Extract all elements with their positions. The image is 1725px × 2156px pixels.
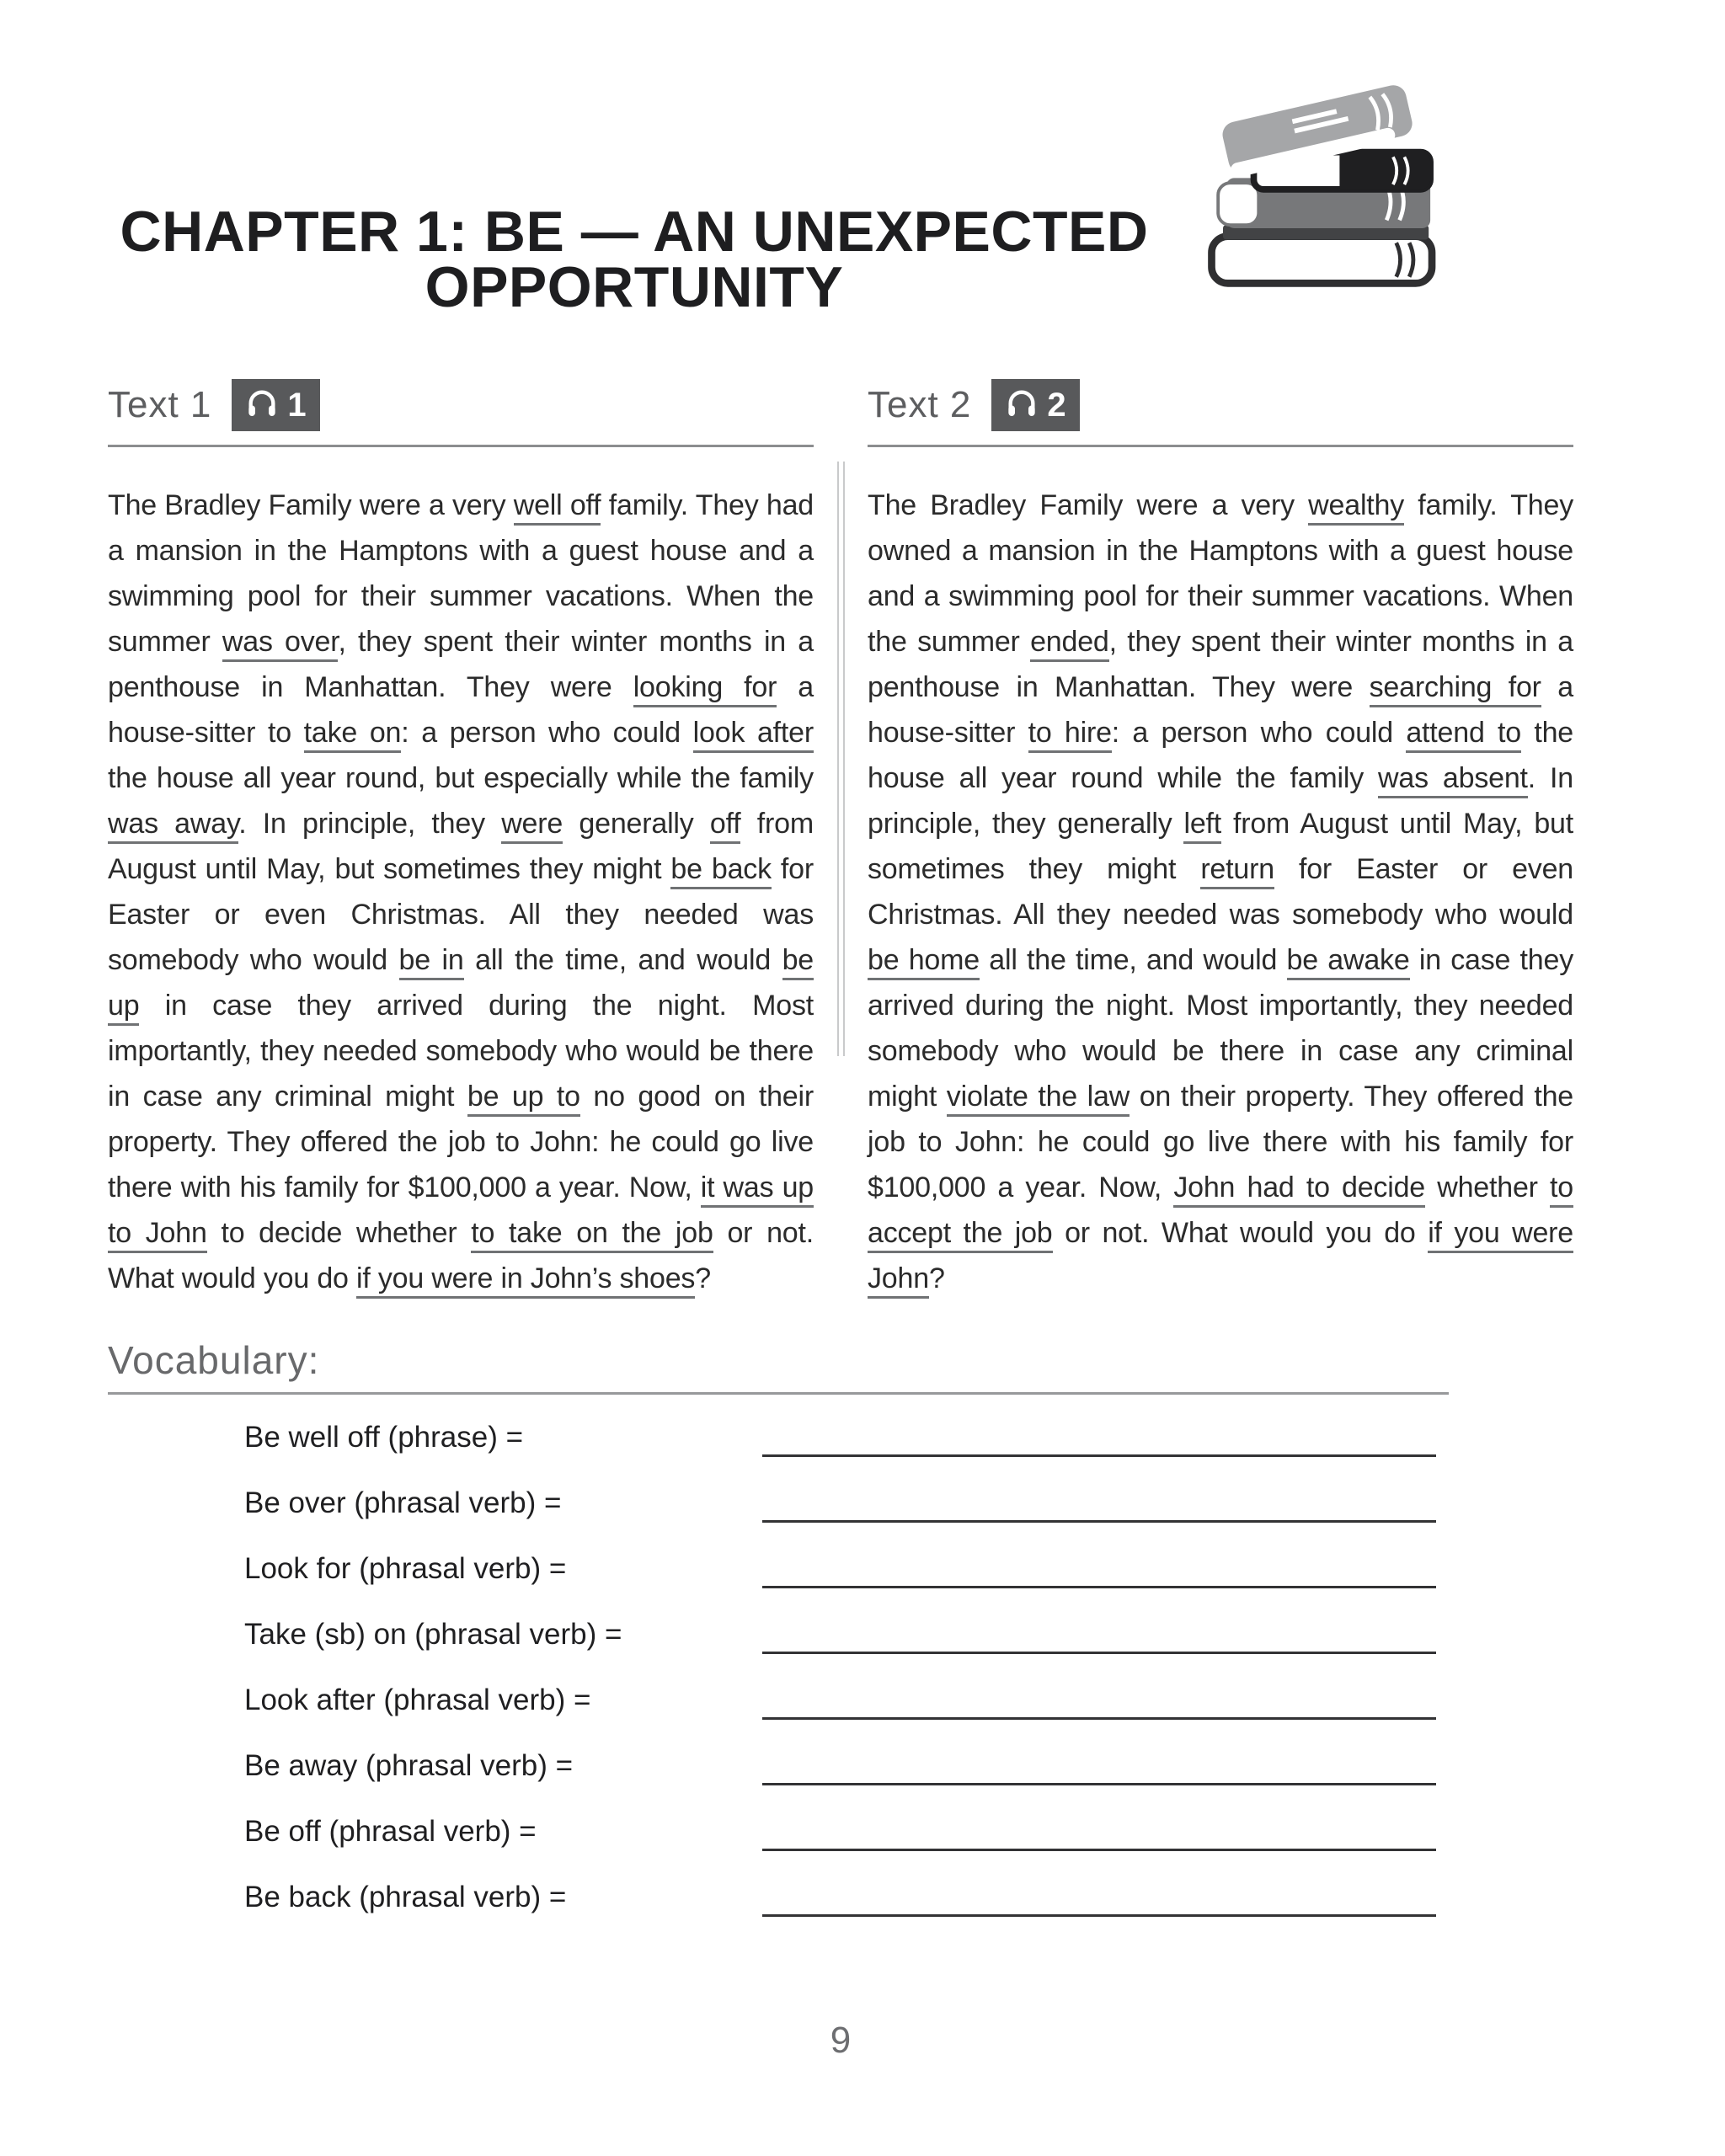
text2-audio-badge	[991, 379, 1079, 431]
vocab-answer-line	[762, 1652, 1436, 1654]
text-run: : a person who could	[401, 717, 693, 749]
text-run: in case they arrived during the night. Most importantly, they needed somebody who would be there in case any criminal might	[868, 944, 1574, 1113]
text-run: The Bradley Family were a very	[868, 489, 1309, 521]
text-run: on their property. They offered the job to John: he could go live there with his family for $100,000 a year. Now,	[868, 1081, 1574, 1203]
underlined-phrase: was away	[108, 808, 238, 844]
vocab-row	[108, 1395, 1573, 1460]
underlined-phrase: take on	[304, 717, 402, 753]
vocab-term: Be over (phrasal verb) =	[244, 1486, 562, 1519]
vocab-term: Take (sb) on (phrasal verb) =	[244, 1618, 622, 1651]
underlined-phrase: be awake	[1287, 944, 1410, 980]
text-run: all the time, and would	[979, 944, 1287, 976]
underlined-phrase: was absent	[1378, 762, 1528, 798]
text-run: the house all year round, but especially while the family	[108, 762, 814, 794]
text1-label: Text 1	[108, 384, 212, 425]
text2-header	[868, 379, 1573, 447]
vocab-row	[108, 1592, 1573, 1657]
underlined-phrase: be up to	[467, 1081, 580, 1117]
underlined-phrase: were	[501, 808, 563, 844]
text-run: for Easter or even Christmas. All they needed was somebody who would	[868, 853, 1574, 931]
text-run: or not. What would you do	[108, 1217, 814, 1294]
text-run: ?	[695, 1262, 711, 1294]
text-run: no good on their property. They offered the job to John: he could go live there with his family for $100,000 a year. Now,	[108, 1081, 814, 1203]
text-run: to decide whether	[206, 1217, 472, 1249]
column-divider-wrap	[814, 379, 868, 1301]
vocab-answer-line	[762, 1520, 1436, 1523]
underlined-phrase: attend to	[1406, 717, 1521, 753]
text-run: . In principle, they generally	[868, 762, 1573, 840]
underlined-phrase: to take on the job	[471, 1217, 713, 1253]
text-run: The Bradley Family were a very	[108, 489, 514, 521]
underlined-phrase: to accept the job	[868, 1171, 1573, 1253]
text-run: or not. What would you do	[1052, 1217, 1429, 1249]
text-run: whether	[1425, 1171, 1551, 1203]
text2-column	[868, 379, 1573, 1301]
underlined-phrase: be back	[670, 853, 771, 889]
chapter-title-line2: OPPORTUNITY	[425, 254, 844, 319]
text1-column	[108, 379, 814, 1301]
text1-audio-badge	[232, 379, 319, 431]
text-run: ?	[928, 1262, 945, 1294]
underlined-phrase: John had to decide	[1173, 1171, 1425, 1208]
text-run: from August until May, but sometimes they might	[868, 808, 1573, 885]
vocab-answer-line	[762, 1849, 1436, 1851]
underlined-phrase: violate the law	[947, 1081, 1130, 1117]
underlined-phrase: left	[1183, 808, 1221, 844]
underlined-phrase: was over	[222, 626, 339, 662]
vocab-row	[108, 1526, 1573, 1592]
underlined-phrase: off	[710, 808, 741, 844]
text-run: . In principle, they	[238, 808, 502, 840]
underlined-phrase: to hire	[1028, 717, 1112, 753]
books-stack-icon	[1201, 81, 1454, 291]
text-run: , they spent their winter months in a penthouse in Manhattan. They were	[108, 626, 814, 703]
text-run: all the time, and would	[463, 944, 782, 976]
text2-passage	[868, 483, 1573, 1301]
text-run: a house-sitter to	[108, 671, 814, 749]
underlined-phrase: if you were John	[868, 1217, 1573, 1299]
text-run: the house all year round while the family	[868, 717, 1573, 794]
vocab-answer-line	[762, 1914, 1436, 1917]
underlined-phrase: searching for	[1370, 671, 1541, 707]
underlined-phrase: it was up to John	[108, 1171, 814, 1253]
vocab-answer-line	[762, 1454, 1436, 1457]
text-run: : a person who could	[1111, 717, 1407, 749]
text-run: from August until May, but sometimes they might	[108, 808, 814, 885]
text1-audio-number: 1	[287, 386, 307, 424]
vocab-term: Be well off (phrase) =	[244, 1421, 524, 1454]
vocabulary-section	[108, 1337, 1573, 1920]
vocab-answer-line	[762, 1783, 1436, 1785]
vocab-row	[108, 1854, 1573, 1920]
underlined-phrase: well off	[514, 489, 601, 526]
chapter-title-line1: CHAPTER 1: BE — AN UNEXPECTED	[120, 199, 1149, 264]
text1-passage	[108, 483, 814, 1301]
text-run: , they spent their winter months in a penthouse in Manhattan. They were	[868, 626, 1574, 703]
vocab-answer-line	[762, 1717, 1436, 1720]
headphones-icon	[1005, 387, 1039, 424]
reading-columns	[108, 379, 1573, 1301]
text2-audio-number: 2	[1047, 386, 1066, 424]
text1-header	[108, 379, 814, 447]
vocab-term: Look for (phrasal verb) =	[244, 1552, 567, 1585]
page-number: 9	[830, 2020, 852, 2061]
headphones-icon	[245, 387, 279, 424]
underlined-phrase: be up	[108, 944, 814, 1026]
underlined-phrase: return	[1200, 853, 1274, 889]
underlined-phrase: look after	[693, 717, 814, 753]
vocab-term: Look after (phrasal verb) =	[244, 1684, 591, 1716]
underlined-phrase: if you were in John’s shoes	[356, 1262, 695, 1299]
workbook-page	[108, 0, 1573, 2156]
text-run: generally	[563, 808, 710, 840]
chapter-header	[108, 0, 1573, 319]
underlined-phrase: looking for	[633, 671, 777, 707]
vocab-row	[108, 1789, 1573, 1854]
underlined-phrase: ended	[1030, 626, 1109, 662]
text-run: family. They had a mansion in the Hamptons with a guest house and a swimming pool for their summer vacations. When the summer	[108, 489, 814, 658]
vocab-term: Be off (phrasal verb) =	[244, 1815, 537, 1848]
vocab-term: Be back (phrasal verb) =	[244, 1881, 567, 1913]
underlined-phrase: be home	[868, 944, 980, 980]
vocabulary-heading: Vocabulary:	[108, 1337, 1449, 1395]
text-run: for Easter or even Christmas. All they needed was somebody who would	[108, 853, 814, 976]
column-divider	[837, 462, 845, 1056]
underlined-phrase: be in	[399, 944, 464, 980]
text-run: a house-sitter	[868, 671, 1573, 749]
chapter-title	[108, 199, 1161, 319]
vocab-row	[108, 1723, 1573, 1789]
vocabulary-rows	[108, 1395, 1573, 1920]
vocab-row	[108, 1657, 1573, 1723]
underlined-phrase: wealthy	[1308, 489, 1404, 526]
vocab-term: Be away (phrasal verb) =	[244, 1749, 574, 1782]
vocab-answer-line	[762, 1586, 1436, 1588]
text-run: in case they arrived during the night. Most importantly, they needed somebody who would be there in case any criminal might	[108, 990, 814, 1113]
vocab-row	[108, 1460, 1573, 1526]
text-run: family. They owned a mansion in the Hamptons with a guest house and a swimming pool for their summer vacations. When the summer	[868, 489, 1573, 658]
text2-label: Text 2	[868, 384, 972, 425]
